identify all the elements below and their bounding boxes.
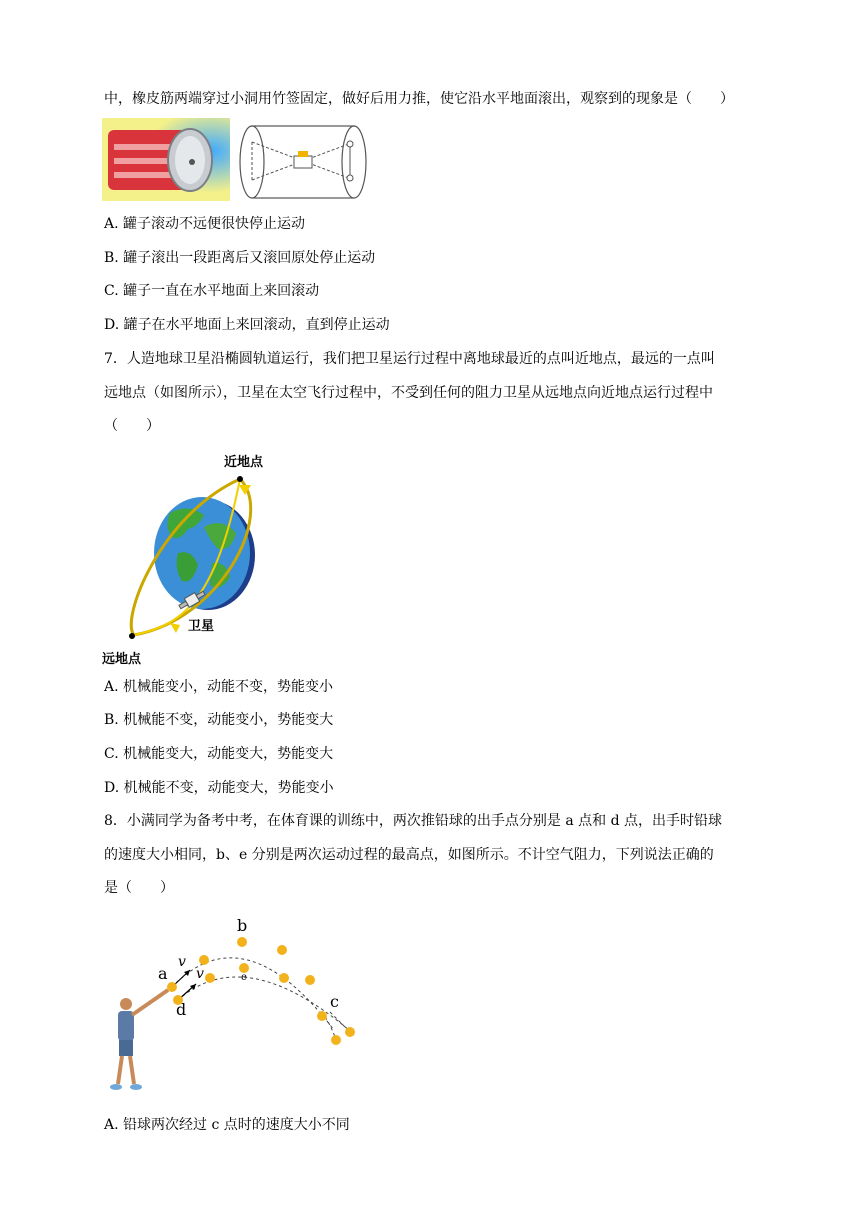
q8-label-a: a — [158, 964, 168, 983]
q7-stem-line-3: （ ） — [104, 418, 160, 434]
q6-option-a: A. 罐子滚动不远便很快停止运动 — [104, 216, 306, 232]
q7-option-a: A. 机械能变小，动能不变，势能变小 — [104, 679, 334, 695]
q7-stem-line-2: 远地点（如图所示），卫星在太空飞行过程中，不受到任何的阻力卫星从远地点向近地点运行过程中 — [104, 385, 713, 401]
q7-label-perigee: 近地点 — [224, 455, 264, 470]
q8-option-a: A. 铅球两次经过 c 点时的速度大小不同 — [104, 1117, 350, 1133]
q8-label-d: d — [176, 1000, 187, 1019]
q6-can-photo — [102, 118, 230, 201]
q7-orbit-figure — [100, 445, 290, 670]
q6-option-c: C. 罐子一直在水平地面上来回滚动 — [104, 283, 320, 299]
q8-stem-line-3: 是（ ） — [104, 880, 174, 896]
q6-option-b: B. 罐子滚出一段距离后又滚回原处停止运动 — [104, 250, 376, 266]
q8-shotput-figure — [104, 912, 364, 1097]
q8-label-v-lower: v — [196, 966, 204, 982]
q7-option-d: D. 机械能不变，动能变大，势能变小 — [104, 780, 334, 796]
q8-label-v-upper: v — [178, 954, 186, 970]
q7-label-apogee: 远地点 — [102, 652, 142, 667]
q6-option-d: D. 罐子在水平地面上来回滚动，直到停止运动 — [104, 317, 390, 333]
q6-can-diagram — [238, 122, 370, 202]
q7-option-b: B. 机械能不变，动能变小，势能变大 — [104, 712, 334, 728]
q6-stem: 中，橡皮筋两端穿过小洞用竹签固定，做好后用力推，使它沿水平地面滚出，观察到的现象是（ ） — [104, 91, 734, 107]
q8-stem-line-2: 的速度大小相同，b、e 分别是两次运动过程的最高点，如图所示。不计空气阻力，下列说法正确的 — [104, 847, 714, 863]
q8-stem-line-1: 8．小满同学为备考中考，在体育课的训练中，两次推铅球的出手点分别是 a 点和 d 点，出手时铅球 — [104, 813, 723, 829]
q7-label-satellite: 卫星 — [188, 619, 215, 634]
athlete-figure — [110, 990, 168, 1090]
q8-label-c: c — [330, 992, 339, 1011]
q8-label-e: e — [241, 972, 247, 983]
q7-option-c: C. 机械能变大，动能变大，势能变大 — [104, 746, 334, 762]
q7-stem-line-1: 7．人造地球卫星沿椭圆轨道运行，我们把卫星运行过程中离地球最近的点叫近地点，最远的一点叫 — [104, 351, 715, 367]
q8-label-b: b — [237, 916, 248, 935]
